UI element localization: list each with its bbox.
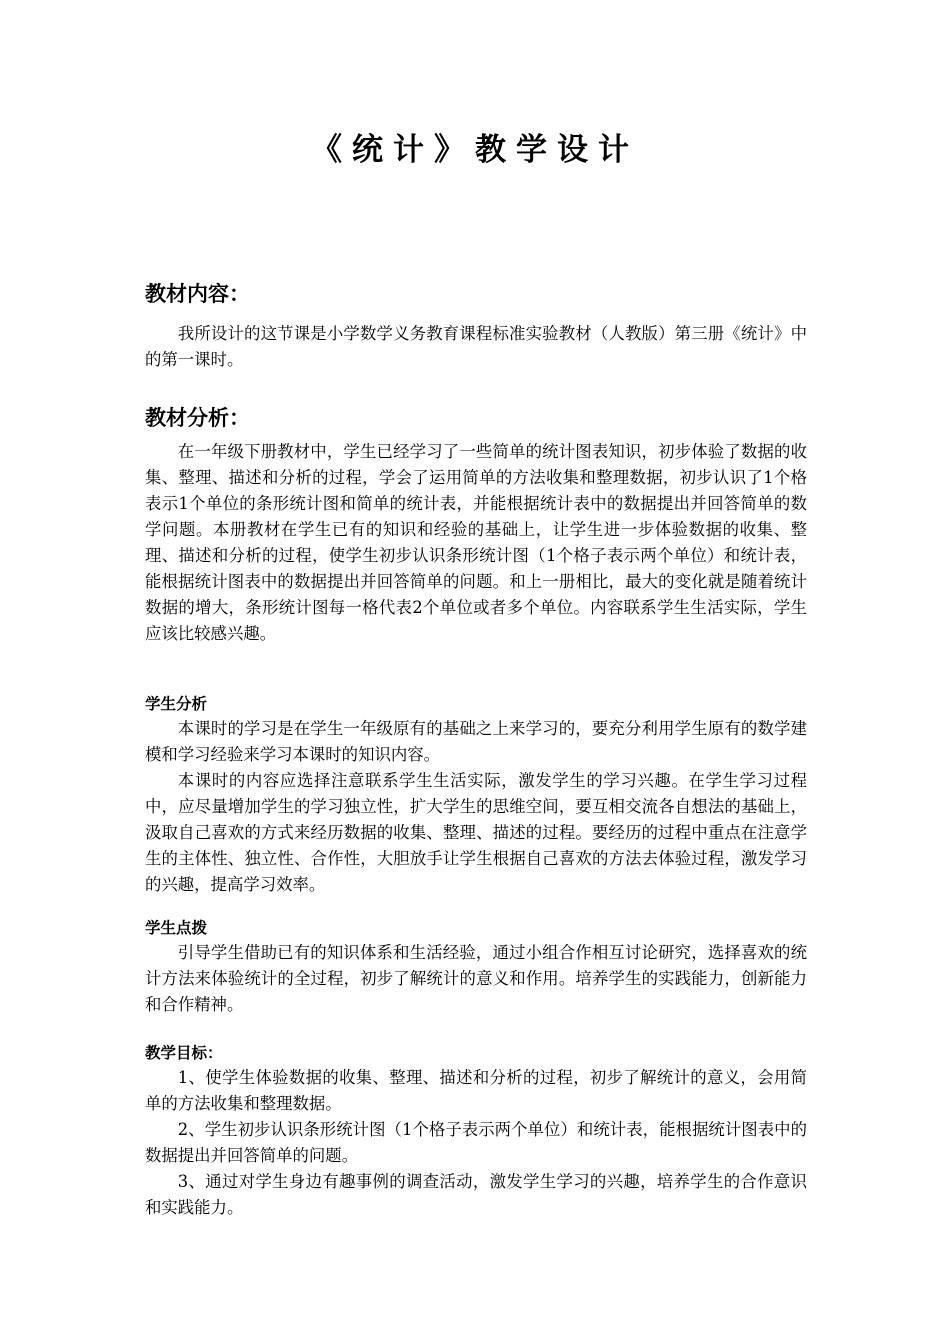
section-heading: 教学目标： (145, 1044, 223, 1062)
section-heading: 教材分析： (145, 406, 250, 430)
section-content (145, 279, 807, 373)
paragraph: 本课时的内容应选择注意联系学生生活实际，激发学生的学习兴趣。在学生学习过程中，应尽量增加学生的学习独立性，扩大学生的思维空间，要互相交流各自想法的基础上，汲取自己喜欢的方式来经历数据的收集、整理、描述的过程。要经历的过程中重点在注意学生的主体性、独立性、合作性，大胆放手让学生根据自己喜欢的方法去体验过程，激发学习的兴趣，提高学习效率。 (145, 771, 807, 894)
section-heading: 学生点拨 (145, 919, 208, 937)
section-guidance (145, 916, 807, 1018)
paragraph: 1、使学生体验数据的收集、整理、描述和分析的过程，初步了解统计的意义，会用简单的方法收集和整理数据。 (145, 1068, 807, 1113)
section-heading: 教材内容： (145, 282, 250, 306)
document-title: 《统计》教学设计 (311, 132, 639, 168)
paragraph: 2、学生初步认识条形统计图（1个格子表示两个单位）和统计表，能根据统计图表中的数据提出并回答简单的问题。 (145, 1120, 807, 1165)
section-goals (145, 1041, 807, 1221)
paragraph: 本课时的学习是在学生一年级原有的基础之上来学习的，要充分利用学生原有的数学建模和学习经验来学习本课时的知识内容。 (145, 719, 807, 764)
paragraph: 在一年级下册教材中，学生已经学习了一些简单的统计图表知识，初步体验了数据的收集、整理、描述和分析的过程，学会了运用简单的方法收集和整理数据，初步认识了1个格表示1个单位的条形统计图和简单的统计表，并能根据统计表中的数据提出并回答简单的数学问题。本册教材在学生已有的知识和经验的基础上，让学生进一步体验数据的收集、整理、描述和分析的过程，使学生初步认识条形统计图（1个格子表示两个单位）和统计表，能根据统计图表中的数据提出并回答简单的问题。和上一册相比，最大的变化就是随着统计数据的增大，条形统计图每一格代表2个单位或者多个单位。内容联系学生生活实际，学生应该比较感兴趣。 (145, 442, 807, 643)
section-students (145, 692, 807, 898)
paragraph: 3、通过对学生身边有趣事例的调查活动，激发学生学习的兴趣，培养学生的合作意识和实践能力。 (145, 1172, 807, 1217)
paragraph: 引导学生借助已有的知识体系和生活经验，通过小组合作相互讨论研究，选择喜欢的统计方法来体验统计的全过程，初步了解统计的意义和作用。培养学生的实践能力，创新能力和合作精神。 (145, 943, 807, 1014)
section-analysis (145, 403, 807, 647)
paragraph: 我所设计的这节课是小学数学义务教育课程标准实验教材（人教版）第三册《统计》中的第一课时。 (145, 324, 807, 369)
section-heading: 学生分析 (145, 695, 208, 713)
